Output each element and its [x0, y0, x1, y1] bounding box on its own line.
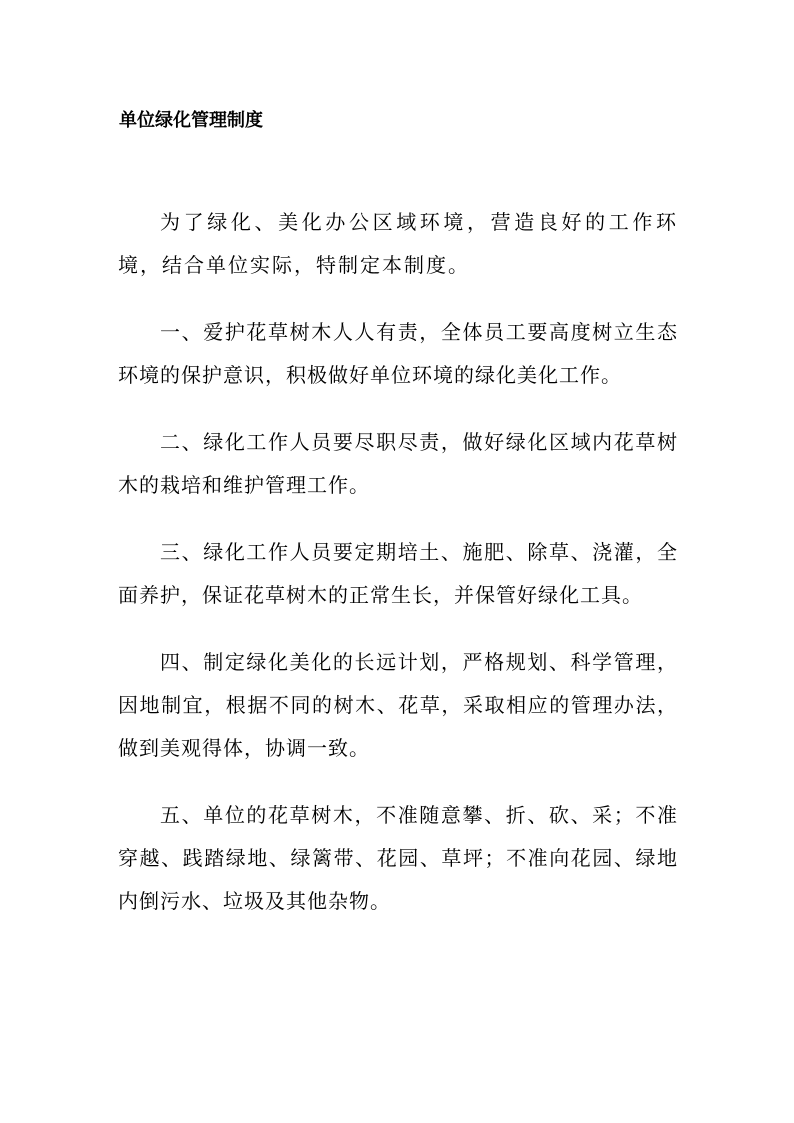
paragraph-rule-4: 四、制定绿化美化的长远计划，严格规划、科学管理，因地制宜，根据不同的树木、花草，采取相应的管理办法，做到美观得体，协调一致。	[118, 650, 678, 760]
paragraph-intro: 为了绿化、美化办公区域环境，营造良好的工作环境，结合单位实际，特制定本制度。	[118, 210, 678, 277]
document-title: 单位绿化管理制度	[119, 110, 263, 131]
paragraph-rule-3: 三、绿化工作人员要定期培土、施肥、除草、浇灌，全面养护，保证花草树木的正常生长，并保管好绿化工具。	[118, 540, 678, 607]
paragraph-rule-5: 五、单位的花草树木，不准随意攀、折、砍、采；不准穿越、践踏绿地、绿篱带、花园、草坪；不准向花园、绿地内倒污水、垃圾及其他杂物。	[118, 803, 678, 913]
paragraph-rule-2: 二、绿化工作人员要尽职尽责，做好绿化区域内花草树木的栽培和维护管理工作。	[118, 430, 678, 497]
document-body	[118, 201, 678, 947]
paragraph-rule-1: 一、爱护花草树木人人有责，全体员工要高度树立生态环境的保护意识，积极做好单位环境的绿化美化工作。	[118, 320, 678, 387]
